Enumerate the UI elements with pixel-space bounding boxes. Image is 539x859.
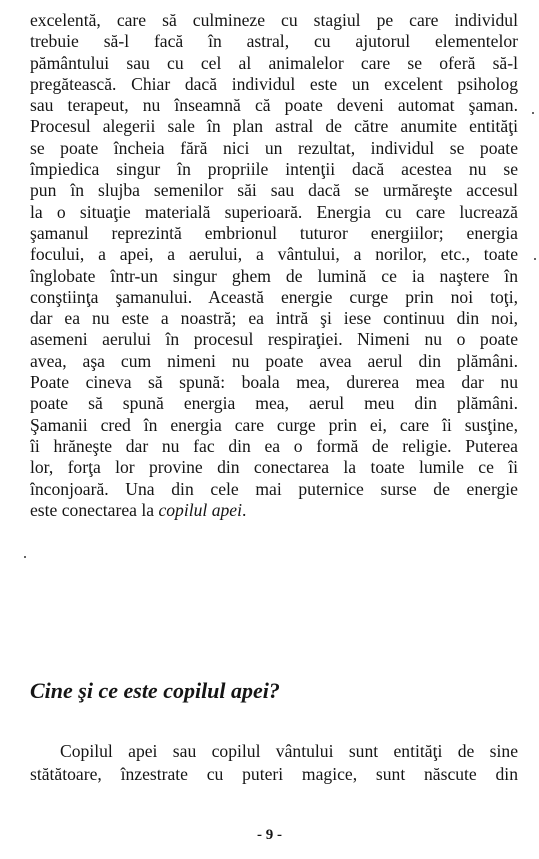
speck: [24, 556, 26, 558]
text-line: sau terapeut, nu înseamnă că poate deveni automat şaman.: [30, 95, 518, 116]
text-line: îi hrăneşte dar nu fac din ea o formă de religie. Puterea: [30, 435, 518, 456]
text-line-last: [30, 500, 518, 521]
text-line: pământului sau cu cel al animalelor care se oferă să-l: [30, 52, 518, 73]
section-heading: Cine şi ce este copilul apei?: [30, 678, 280, 703]
page-number: - 9 -: [257, 827, 282, 843]
body-paragraph: [30, 10, 518, 521]
text-line: asemeni aerului în procesul respiraţiei. Nimeni nu o poate: [30, 329, 518, 350]
text-line: şamanul reprezintă embrionul tuturor energiilor; energia: [30, 222, 518, 243]
speck: [532, 112, 534, 114]
text-line: împiedica singur în propriile intenţii dacă acestea nu se: [30, 159, 518, 180]
text-line: conştiinţa şamanului. Această energie curge prin noi toţi,: [30, 286, 518, 307]
text-line: pun în slujba semenilor săi sau dacă se urmăreşte accesul: [30, 180, 518, 201]
text-fragment: este conectarea la: [30, 499, 159, 520]
text-line: înglobate într-un singur ghem de lumină ce ia naştere în: [30, 265, 518, 286]
text-line: înconjoară. Una din cele mai puternice surse de energie: [30, 478, 518, 499]
text-line: la o situaţie materială superioară. Energia cu care lucrează: [30, 201, 518, 222]
text-line: focului, a apei, a aerului, a vântului, a norilor, etc., toate: [30, 244, 518, 265]
text-line: se poate încheia fără nici un rezultat, individul se poate: [30, 137, 518, 158]
second-paragraph: [30, 740, 518, 786]
text-line: avea, aşa cum nimeni nu poate avea aerul din plămâni.: [30, 350, 518, 371]
italic-term: copilul apei: [158, 499, 243, 520]
text-line: Procesul alegerii sale în plan astral de către anumite entităţi: [30, 116, 518, 137]
text-line: Poate cineva să spună: boala mea, durerea mea dar nu: [30, 372, 518, 393]
text-line: trebuie să-l facă în astral, cu ajutorul elementelor: [30, 31, 518, 52]
text-line: excelentă, care să culmineze cu stagiul pe care individul: [30, 10, 518, 30]
text-fragment: .: [242, 499, 247, 520]
text-line: poate să spună energia mea, aerul meu din plămâni.: [30, 393, 518, 414]
text-line: dar ea nu este a noastră; ea intră şi iese continuu din noi,: [30, 308, 518, 329]
text-line: lor, forţa lor provine din conectarea la toate lumile ce îi: [30, 457, 518, 478]
text-line: Şamanii cred în energia care curge prin ei, care îi susţine,: [30, 414, 518, 435]
text-line: Copilul apei sau copilul vântului sunt entităţi de sine: [60, 741, 518, 761]
speck: [534, 258, 536, 260]
text-line: stătătoare, înzestrate cu puteri magice, sunt născute din: [30, 764, 518, 784]
text-line: pregătească. Chiar dacă individul este un excelent psiholog: [30, 73, 518, 94]
